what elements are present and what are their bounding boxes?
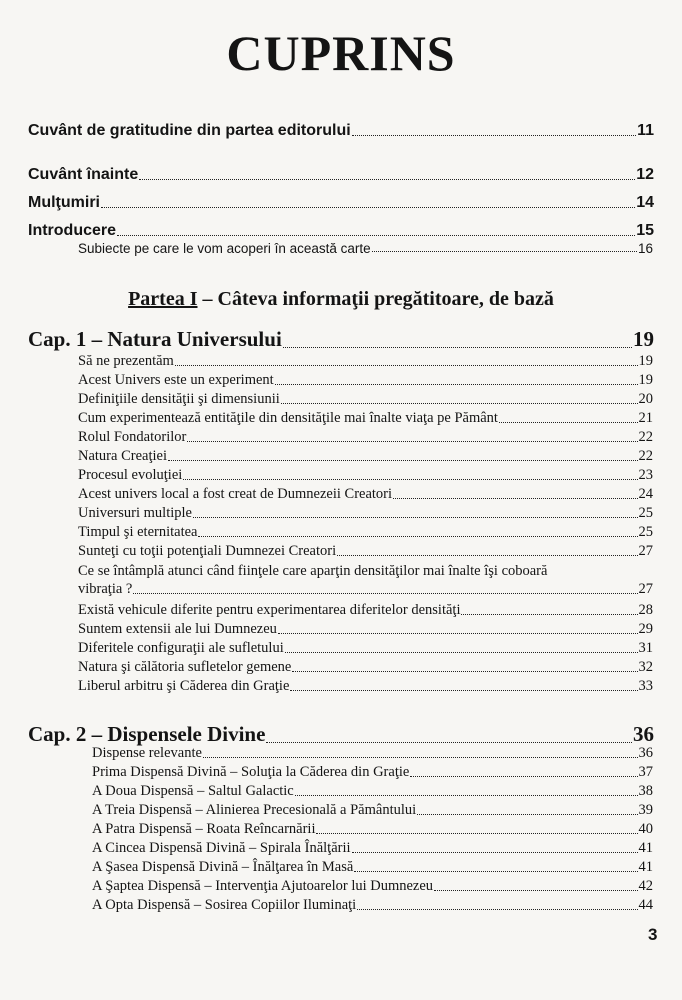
dot-leader (290, 690, 637, 691)
entry-page: 12 (636, 166, 654, 183)
entry-page: 25 (638, 505, 653, 521)
toc-entry (78, 429, 653, 446)
toc-entry (92, 840, 653, 857)
toc-entry (78, 659, 653, 676)
entry-page: 21 (638, 410, 653, 426)
toc-entry (92, 897, 653, 914)
dot-leader (434, 890, 637, 891)
entry-label: Cuvânt de gratitudine din partea editorului (28, 122, 351, 139)
part-subtitle: – Câteva informaţii pregătitoare, de bază (197, 288, 554, 310)
entry-label: Prima Dispensă Divină – Soluţia la Căderea din Graţie (92, 764, 410, 780)
entry-page: 41 (638, 840, 653, 856)
dot-leader (410, 776, 637, 777)
entry-label: Acest univers local a fost creat de Dumnezeii Creatori (78, 486, 393, 502)
entry-label: Diferitele configuraţii ale sufletului (78, 640, 284, 656)
entry-page: 28 (638, 602, 653, 618)
entry-label: Sunteţi cu toţii potenţiali Dumnezei Creatori (78, 543, 337, 559)
entry-page: 24 (638, 486, 653, 502)
toc-entry (78, 486, 653, 503)
entry-page: 39 (638, 802, 653, 818)
toc-entry (92, 821, 653, 838)
entry-label: Timpul şi eternitatea (78, 524, 198, 540)
dot-leader (316, 833, 637, 834)
toc-entry (78, 621, 653, 638)
dot-leader (352, 852, 638, 853)
dot-leader (175, 365, 638, 366)
entry-label: Natura şi călătoria sufletelor gemene (78, 659, 292, 675)
toc-entry (92, 859, 653, 876)
entry-label: Dispense relevante (92, 745, 202, 761)
entry-page: 27 (638, 543, 653, 559)
dot-leader (139, 179, 635, 180)
dot-leader (101, 207, 635, 208)
toc-entry (78, 372, 653, 389)
entry-page: 22 (638, 448, 653, 464)
entry-page: 31 (638, 640, 653, 656)
entry-page: 33 (638, 678, 653, 694)
toc-entry (78, 524, 653, 541)
toc-entry-wrapped (78, 562, 653, 580)
dot-leader (117, 235, 635, 236)
toc-entry (92, 802, 653, 819)
entry-label: A Treia Dispensă – Alinierea Precesională a Pământului (92, 802, 417, 818)
toc-entry (78, 467, 653, 484)
dot-leader (417, 814, 637, 815)
part-heading (0, 288, 682, 311)
entry-label: Cap. 1 – Natura Universului (28, 327, 282, 351)
entry-label: Natura Creaţiei (78, 448, 167, 464)
entry-label: Procesul evoluţiei (78, 467, 183, 483)
dot-leader (168, 460, 638, 461)
toc-entry (92, 878, 653, 895)
dot-leader (278, 633, 638, 634)
dot-leader (354, 871, 637, 872)
entry-page: 16 (637, 241, 653, 256)
entry-page: 14 (636, 194, 654, 211)
entry-label-line2: vibraţia ? (78, 581, 133, 597)
entry-label: A Patra Dispensă – Roata Reîncarnării (92, 821, 316, 837)
dot-leader (357, 909, 637, 910)
entry-label: Liberul arbitru şi Căderea din Graţie (78, 678, 290, 694)
entry-label: A Şaptea Dispensă – Intervenţia Ajutoarelor lui Dumnezeu (92, 878, 434, 894)
entry-page: 40 (638, 821, 653, 837)
entry-label: A Şasea Dispensă Divină – Înălţarea în Masă (92, 859, 354, 875)
dot-leader (281, 403, 638, 404)
toc-entry (78, 678, 653, 695)
dot-leader (198, 536, 637, 537)
entry-label-line1: Ce se întâmplă atunci când fiinţele care aparţin densităţilor mai înalte îşi coboară (78, 563, 548, 579)
entry-page: 44 (638, 897, 653, 913)
dot-leader (187, 441, 637, 442)
page-title: CUPRINS (226, 25, 456, 81)
dot-leader (352, 135, 636, 136)
toc-entry-intro-sub (78, 241, 653, 256)
dot-leader (275, 384, 638, 385)
dot-leader (133, 593, 637, 594)
toc-entry (78, 543, 653, 560)
entry-page: 36 (633, 722, 654, 746)
dot-leader (393, 498, 637, 499)
dot-leader (461, 614, 637, 615)
toc-entry (78, 391, 653, 408)
entry-page: 19 (638, 353, 653, 369)
dot-leader (499, 422, 638, 423)
toc-entry (92, 745, 653, 762)
entry-label: A Doua Dispensă – Saltul Galactic (92, 783, 294, 799)
entry-label: Definiţiile densităţii şi dimensiunii (78, 391, 280, 407)
entry-page: 27 (638, 581, 653, 597)
toc-entry (78, 505, 653, 522)
entry-label: A Opta Dispensă – Sosirea Copiilor Iluminaţi (92, 897, 357, 913)
entry-page: 20 (638, 391, 653, 407)
dot-leader (337, 555, 637, 556)
toc-entry (78, 640, 653, 657)
entry-page: 41 (638, 859, 653, 875)
dot-leader (295, 795, 638, 796)
entry-page: 22 (638, 429, 653, 445)
part-name: Partea I (128, 288, 198, 310)
entry-page: 29 (638, 621, 653, 637)
entry-label: A Cincea Dispensă Divină – Spirala Înălţării (92, 840, 351, 856)
entry-page: 38 (638, 783, 653, 799)
entry-label: Să ne prezentăm (78, 353, 174, 369)
toc-entry-front (28, 194, 654, 212)
toc-entry (78, 410, 653, 427)
toc-entry (92, 764, 653, 781)
entry-page: 19 (633, 327, 654, 351)
entry-label: Cuvânt înainte (28, 166, 139, 183)
entry-page: 19 (638, 372, 653, 388)
dot-leader (266, 742, 632, 743)
page-number: 3 (648, 925, 658, 944)
toc-entry-front (28, 166, 654, 184)
toc-entry (78, 602, 653, 619)
chapter-heading (28, 722, 654, 747)
entry-label: Mulţumiri (28, 194, 100, 211)
dot-leader (372, 251, 637, 252)
entry-page: 23 (638, 467, 653, 483)
toc-entry-wrapped-line2 (78, 581, 653, 598)
entry-page: 36 (638, 745, 653, 761)
entry-label: Cum experimentează entităţile din densităţile mai înalte viaţa pe Pământ (78, 410, 498, 426)
toc-entry (78, 353, 653, 370)
entry-label: Universuri multiple (78, 505, 192, 521)
toc-entry-front (28, 222, 654, 240)
entry-label: Acest Univers este un experiment (78, 372, 274, 388)
dot-leader (283, 347, 632, 348)
entry-label: Suntem extensii ale lui Dumnezeu (78, 621, 277, 637)
dot-leader (203, 757, 638, 758)
entry-label: Rolul Fondatorilor (78, 429, 187, 445)
toc-entry-front (28, 122, 654, 140)
chapter-heading (28, 327, 654, 352)
toc-entry (92, 783, 653, 800)
entry-page: 15 (636, 222, 654, 239)
entry-page: 25 (638, 524, 653, 540)
entry-page: 42 (638, 878, 653, 894)
dot-leader (193, 517, 638, 518)
dot-leader (292, 671, 637, 672)
entry-label: Introducere (28, 222, 117, 239)
entry-label: Există vehicule diferite pentru experimentarea diferitelor densităţi (78, 602, 461, 618)
entry-label: Cap. 2 – Dispensele Divine (28, 722, 266, 746)
entry-label: Subiecte pe care le vom acoperi în această carte (78, 241, 371, 256)
toc-entry (78, 448, 653, 465)
entry-page: 37 (638, 764, 653, 780)
dot-leader (183, 479, 637, 480)
entry-page: 32 (638, 659, 653, 675)
dot-leader (285, 652, 638, 653)
entry-page: 11 (637, 122, 654, 139)
